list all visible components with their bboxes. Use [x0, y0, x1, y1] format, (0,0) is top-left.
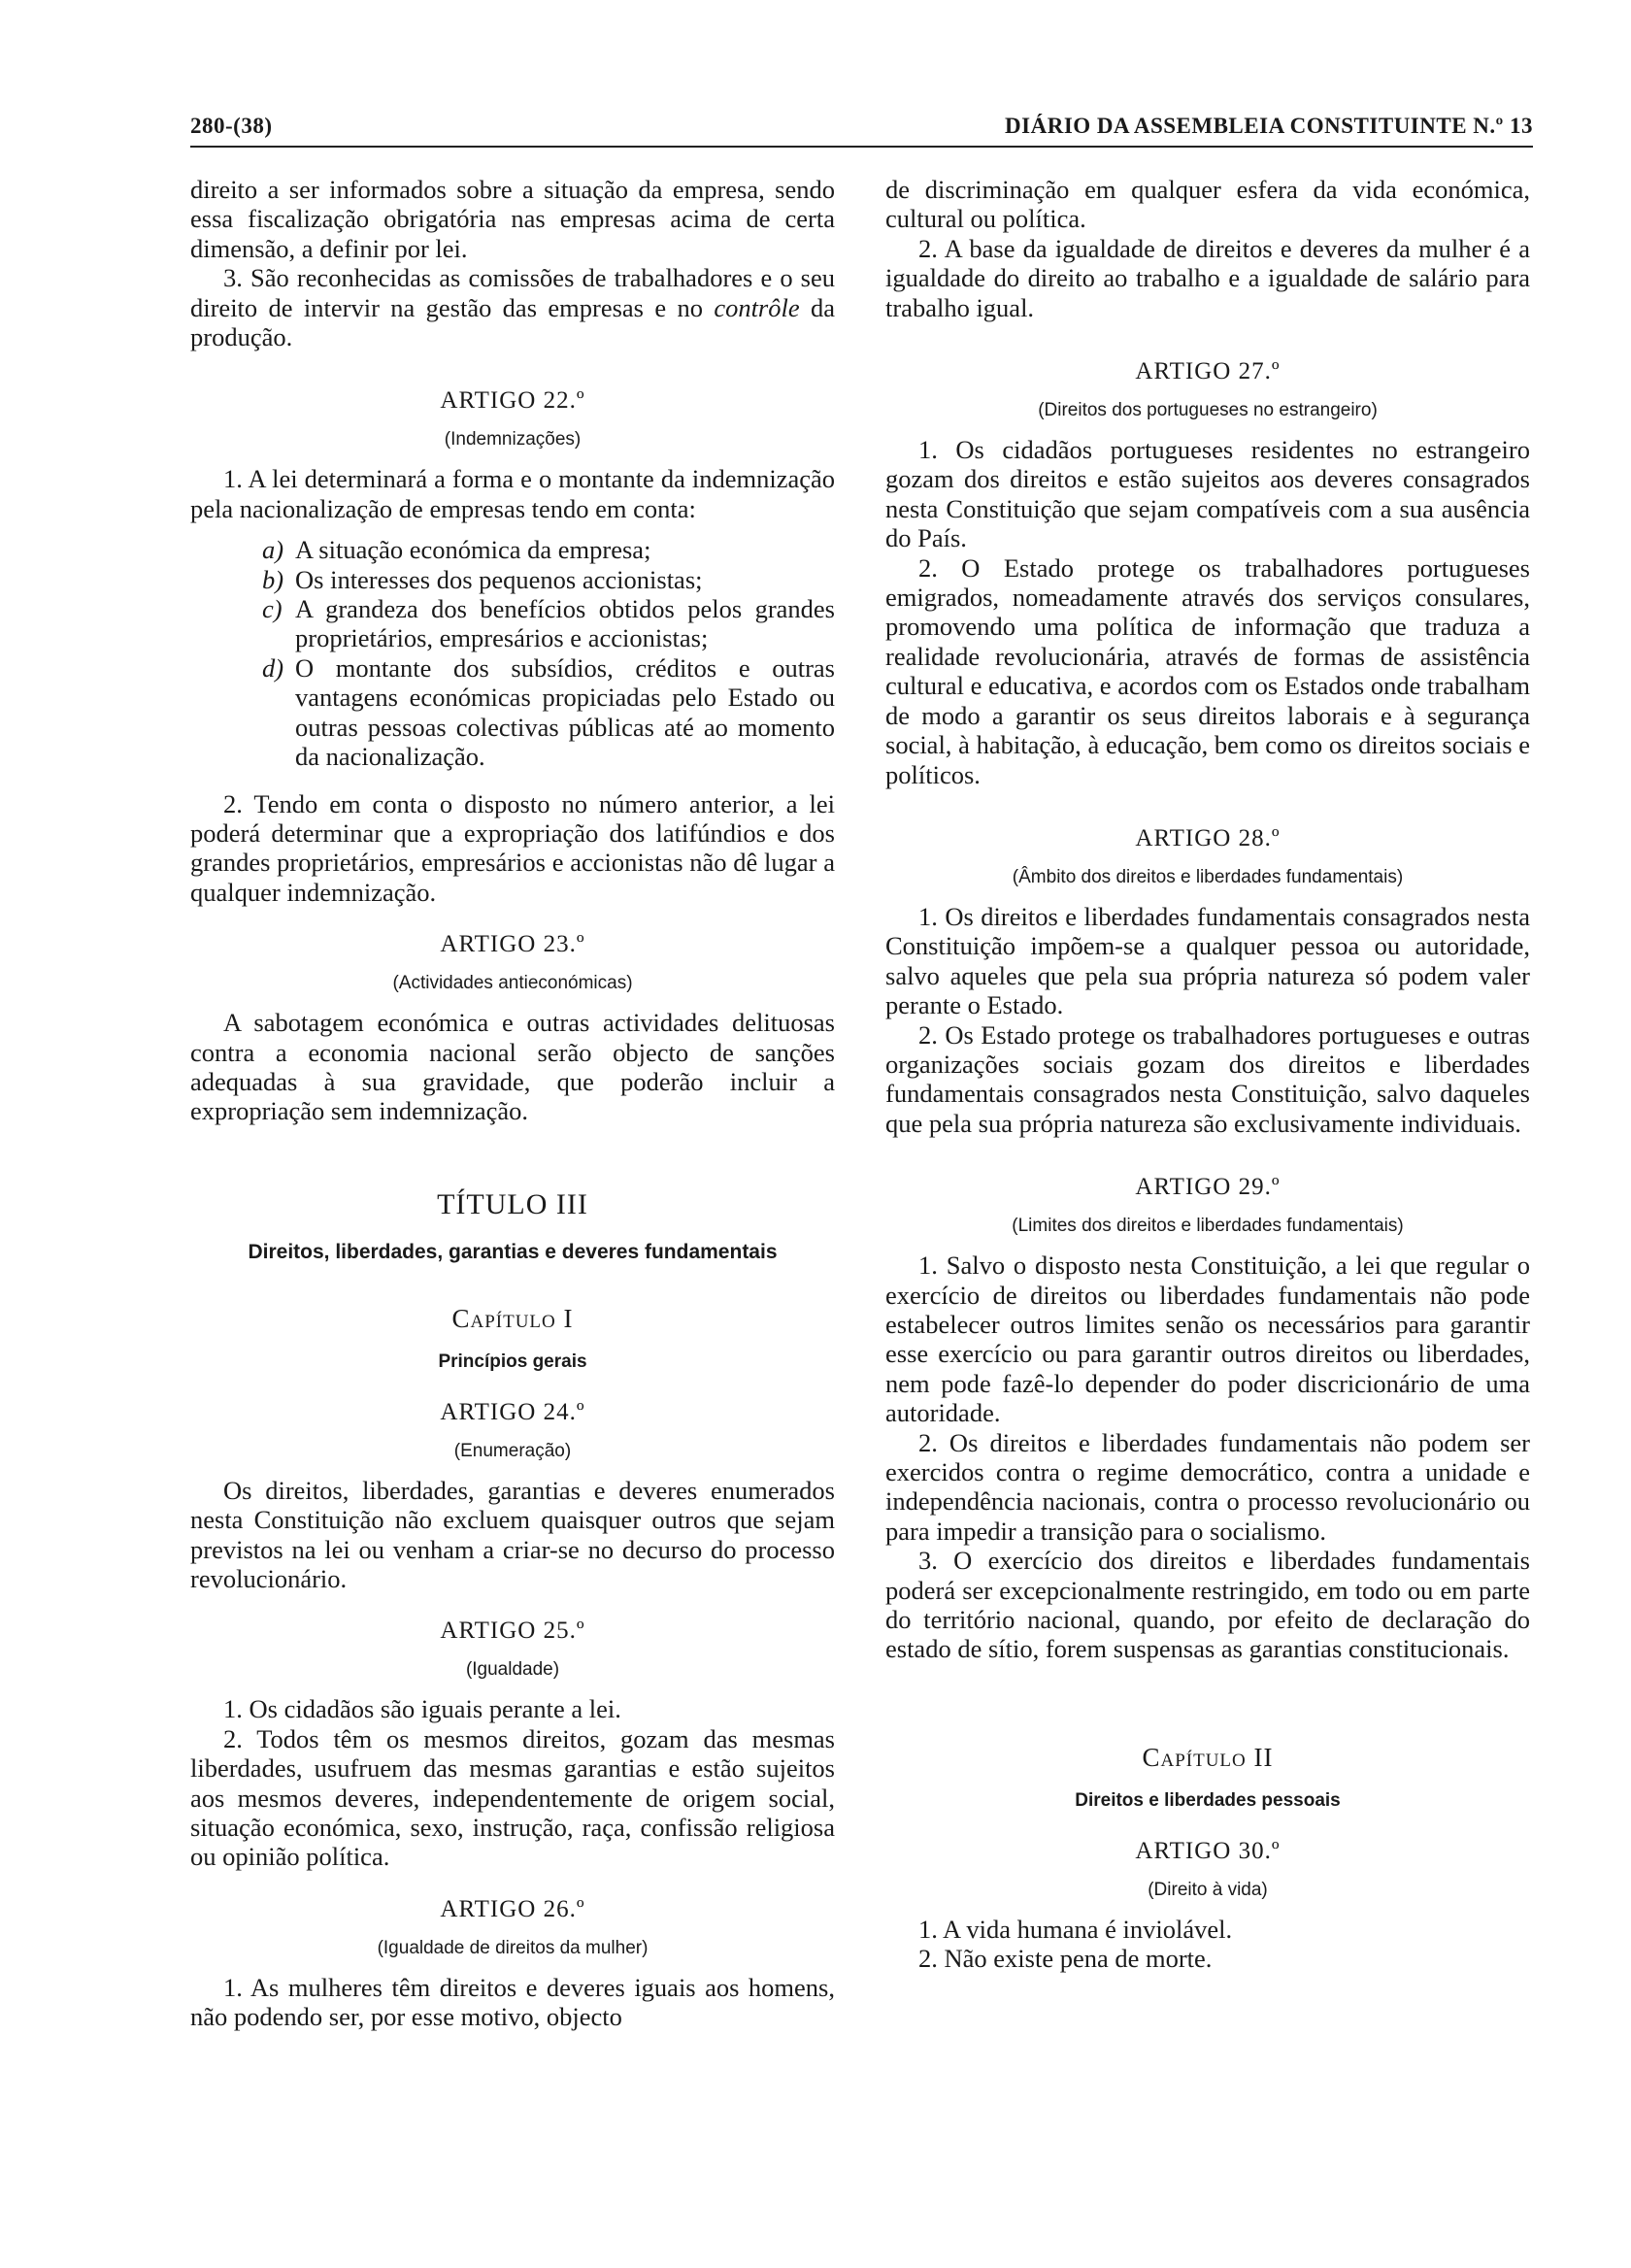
article-rubric-29: (Limites dos direitos e liberdades fundamentais) [1012, 1216, 1404, 1237]
list-item-text: Os interesses dos pequenos accionistas; [295, 564, 703, 594]
list-item [262, 653, 835, 772]
list-item-label: d) [262, 652, 284, 683]
article-rubric-25: (Igualdade) [465, 1659, 560, 1681]
article-title-27: ARTIGO 27.º [1135, 358, 1281, 385]
paragraph: 2. Todos têm os mesmos direitos, gozam das mesmas liberdades, usufruem das mesmas garantias e estão sujeitos aos mesmos deveres, independentemente de origem social, situação económica, sexo, instrução, raça, confissão religiosa ou opinião política. [190, 1723, 835, 1872]
list-item-label: a) [262, 535, 284, 565]
list-item-label: b) [262, 564, 284, 594]
article-title-25: ARTIGO 25.º [440, 1618, 585, 1645]
list-item [262, 565, 835, 594]
paragraph-text: da produção. [190, 292, 835, 352]
article-title-28: ARTIGO 28.º [1135, 824, 1281, 851]
capitulo-subtitle: Princípios gerais [438, 1351, 587, 1372]
article-rubric-28: (Âmbito dos direitos e liberdades fundamentais) [1012, 866, 1404, 887]
capitulo-subtitle: Direitos e liberdades pessoais [1075, 1789, 1341, 1811]
left-column [190, 175, 835, 2032]
paragraph: 2. Tendo em conta o disposto no número anterior, a lei poderá determinar que a expropriação dos latifúndios e dos grandes proprietários, empresários e accionistas não dê lugar a qualquer indemnização. [190, 788, 835, 907]
paragraph: de discriminação em qualquer esfera da vida económica, cultural ou política. [885, 175, 1530, 234]
paragraph: direito a ser informados sobre a situação da empresa, sendo essa fiscalização obrigatória nas empresas acima de certa dimensão, a definir por lei. [190, 175, 835, 263]
italic-word: contrôle [714, 292, 800, 322]
paragraph: 1. A vida humana é inviolável. [918, 1914, 1233, 1944]
paragraph: 1. Salvo o disposto nesta Constituição, a lei que regular o exercício de direitos ou liberdades fundamentais não pode estabelecer outros limites senão os necessários para garantir esse exercício ou para garantir outros direitos ou liberdades, nem pode fazê-lo depender do poder discricionário de uma autoridade. [885, 1251, 1530, 1428]
list-item-label: c) [262, 594, 283, 624]
article-22-list [190, 535, 835, 771]
article-rubric-30: (Direito à vida) [1148, 1879, 1268, 1900]
paragraph: 3. O exercício dos direitos e liberdades fundamentais poderá ser excepcionalmente restringido, em todo ou em parte do território nacional, quando, por efeito de declaração do estado de sítio, forem suspensas as garantias constitucionais. [885, 1546, 1530, 1664]
paragraph: 2. Os Estado protege os trabalhadores portugueses e outras organizações sociais gozam dos direitos e liberdades fundamentais consagrados nesta Constituição, salvo daqueles que pela sua própria natureza são exclusivamente individuais. [885, 1019, 1530, 1138]
article-rubric-22: (Indemnizações) [444, 429, 582, 450]
paragraph: A sabotagem económica e outras actividades delituosas contra a economia nacional serão objecto de sanções adequadas à sua gravidade, que poderão incluir a expropriação sem indemnização. [190, 1008, 835, 1126]
article-rubric-27: (Direitos dos portugueses no estrangeiro) [1038, 400, 1378, 421]
article-title-22: ARTIGO 22.º [440, 387, 585, 415]
paragraph: 1. A lei determinará a forma e o montante da indemnização pela nacionalização de empresas tendo em conta: [190, 464, 835, 523]
running-header [190, 114, 1533, 139]
titulo-heading: TÍTULO III [437, 1187, 588, 1220]
paragraph-text: 3. São reconhecidas as comissões de trabalhadores e o seu direito de intervir na gestão das empresas e no [190, 263, 835, 322]
publication-title: DIÁRIO DA ASSEMBLEIA CONSTITUINTE N.º 13 [1005, 114, 1533, 138]
article-title-24: ARTIGO 24.º [440, 1398, 585, 1425]
paragraph: 2. O Estado protege os trabalhadores portugueses emigrados, nomeadamente através dos serviços consulares, promovendo uma política de informação que traduza a realidade revolucionária, através de formas de assistência cultural e educativa, e acordos com os Estados onde trabalham de modo a garantir os seus direitos laborais e à segurança social, à habitação, à educação, bem como os direitos sociais e políticos. [885, 552, 1530, 789]
list-item [262, 535, 835, 564]
article-rubric-26: (Igualdade de direitos da mulher) [377, 1937, 649, 1958]
paragraph: 1. As mulheres têm direitos e deveres iguais aos homens, não podendo ser, por esse motivo, objecto [190, 1972, 835, 2032]
paragraph: 2. Os direitos e liberdades fundamentais não podem ser exercidos contra o regime democrático, contra a unidade e independência nacionais, contra o processo revolucionário ou para impedir a transição para o socialismo. [885, 1427, 1530, 1546]
paragraph: 1. Os cidadãos portugueses residentes no estrangeiro gozam dos direitos e estão sujeitos aos deveres consagrados nesta Constituição que sejam compatíveis com a sua ausência do País. [885, 435, 1530, 553]
list-item [262, 594, 835, 653]
page-number: 280-(38) [190, 114, 273, 138]
list-item-text: O montante dos subsídios, créditos e outras vantagens económicas propiciadas pelo Estado ou outras pessoas colectivas públicas até ao momento da nacionalização. [295, 652, 835, 772]
titulo-subtitle: Direitos, liberdades, garantias e deveres fundamentais [248, 1240, 778, 1263]
header-rule [190, 146, 1533, 148]
paragraph [190, 263, 835, 351]
article-title-29: ARTIGO 29.º [1135, 1174, 1281, 1201]
paragraph: 2. Não existe pena de morte. [918, 1944, 1213, 1974]
paragraph: Os direitos, liberdades, garantias e deveres enumerados nesta Constituição não excluem quaisquer outros que sejam previstos na lei ou venham a criar-se no decurso do processo revolucionário. [190, 1475, 835, 1593]
paragraph: 2. A base da igualdade de direitos e deveres da mulher é a igualdade do direito ao trabalho e a igualdade de salário para trabalho igual. [885, 233, 1530, 322]
article-title-23: ARTIGO 23.º [440, 931, 585, 958]
capitulo-heading: Capítulo II [1142, 1742, 1274, 1772]
paragraph: 1. Os direitos e liberdades fundamentais consagrados nesta Constituição impõem-se a qualquer pessoa ou autoridade, salvo aqueles que pela sua própria natureza só podem valer perante o Estado. [885, 901, 1530, 1020]
capitulo-heading: Capítulo I [451, 1303, 574, 1333]
right-column [885, 175, 1530, 1974]
list-item-text: A situação económica da empresa; [295, 535, 651, 565]
article-rubric-23: (Actividades antieconómicas) [392, 973, 633, 994]
paragraph: 1. Os cidadãos são iguais perante a lei. [223, 1694, 621, 1724]
article-title-30: ARTIGO 30.º [1135, 1837, 1281, 1864]
article-title-26: ARTIGO 26.º [440, 1895, 585, 1922]
article-rubric-24: (Enumeração) [453, 1440, 572, 1461]
list-item-text: A grandeza dos benefícios obtidos pelos grandes proprietários, empresários e accionistas; [295, 594, 835, 653]
